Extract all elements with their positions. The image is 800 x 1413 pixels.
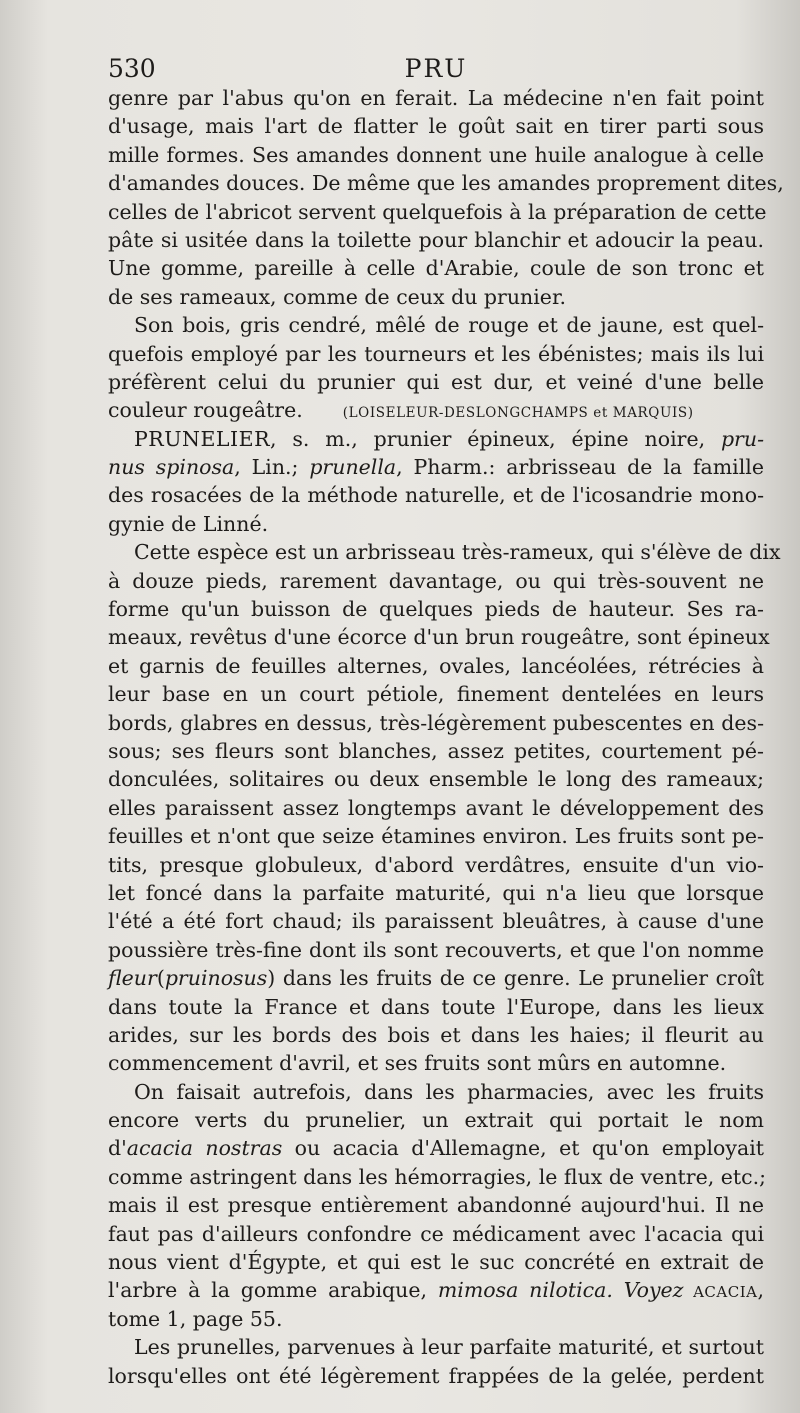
latin-name: nus spinosa <box>108 455 235 480</box>
text-line: tits, presque globuleux, d'abord verdâtres, ensuite d'un vio- <box>108 852 764 877</box>
text-line: donculées, solitaires ou deux ensemble le long des rameaux; <box>108 767 764 792</box>
text-line: comme astringent dans les hémorragies, le flux de ventre, etc.; <box>108 1164 767 1189</box>
text-line: des rosacées de la méthode naturelle, et de l'icosandrie mono- <box>108 483 764 508</box>
text-fragment: ) dans les fruits de ce genre. Le prunelier croît <box>267 966 764 991</box>
text-line: et garnis de feuilles alternes, ovales, lancéolées, rétrécies à <box>108 653 764 678</box>
text-fragment: , Pharm.: arbrisseau de la famille <box>396 455 764 480</box>
signature-line <box>108 396 764 424</box>
text-line: lorsqu'elles ont été légèrement frappées de la gelée, perdent <box>108 1363 764 1388</box>
text-line: encore verts du prunelier, un extrait qui portait le nom <box>108 1108 764 1133</box>
text-line: poussière très-fine dont ils sont recouverts, et que l'on nomme <box>108 937 764 962</box>
text-line <box>108 453 764 481</box>
text-line: sous; ses fleurs sont blanches, assez petites, courtement pé- <box>108 738 764 763</box>
text-line: d'amandes douces. De même que les amandes proprement dites, <box>108 171 784 196</box>
text-fragment: l'arbre à la gomme arabique, <box>108 1278 438 1303</box>
text-line: genre par l'abus qu'on en ferait. La médecine n'en fait point <box>108 86 764 110</box>
text-fragment: ou acacia d'Allemagne, et qu'on employait <box>282 1136 764 1161</box>
text-line: mille formes. Ses amandes donnent une huile analogue à celle <box>108 142 764 167</box>
text-fragment: couleur rougeâtre. <box>108 398 303 423</box>
text-fragment: , Lin.; <box>234 455 310 480</box>
text-line: tome 1, page 55. <box>108 1306 283 1331</box>
text-line: gynie de Linné. <box>108 511 269 536</box>
text-line: préfèrent celui du prunier qui est dur, et veiné d'une belle <box>108 369 764 394</box>
italic-term: pruinosus <box>164 966 268 991</box>
text-line: d'usage, mais l'art de flatter le goût sait en tirer parti sous <box>108 114 764 139</box>
entry-first-line <box>108 425 764 453</box>
text-line: Une gomme, pareille à celle d'Arabie, coule de son tronc et <box>108 256 764 281</box>
text-fragment: d' <box>108 1136 127 1161</box>
text-fragment: , s. m., prunier épineux, épine noire, <box>270 426 721 451</box>
entry-headword: PRUNELIER <box>134 426 271 451</box>
text-line: pâte si usitée dans la toilette pour blanchir et adoucir la peau. <box>108 227 764 252</box>
text-line: Les prunelles, parvenues à leur parfaite maturité, et surtout <box>134 1335 764 1360</box>
italic-term: acacia nostras <box>126 1136 283 1161</box>
page-number: 530 <box>108 54 156 83</box>
text-line <box>108 1276 764 1304</box>
text-line: leur base en un court pétiole, finement dentelées en leurs <box>108 682 764 707</box>
italic-term: mimosa nilotica. Voyez <box>437 1278 684 1303</box>
text-line: mais il est presque entièrement abandonné aujourd'hui. Il ne <box>108 1193 764 1218</box>
text-line: celles de l'abricot servent quelquefois à la préparation de cette <box>108 199 767 224</box>
text-line: quefois employé par les tourneurs et les ébénistes; mais ils lui <box>108 341 764 366</box>
text-line <box>108 1134 764 1162</box>
text-line: de ses rameaux, comme de ceux du prunier. <box>108 284 567 309</box>
body-text <box>108 84 784 1390</box>
page-header <box>108 54 764 88</box>
italic-term: fleur <box>108 966 157 991</box>
latin-name: pru- <box>720 426 764 451</box>
text-line: forme qu'un buisson de quelques pieds de hauteur. Ses ra- <box>108 597 764 622</box>
text-line <box>108 964 764 992</box>
text-line: nous vient d'Égypte, et qui est le suc concrété en extrait de <box>108 1250 764 1275</box>
cross-reference: ACACIA <box>683 1283 758 1302</box>
text-line: commencement d'avril, et ses fruits sont mûrs en automne. <box>108 1051 727 1076</box>
text-fragment: ( <box>156 966 165 991</box>
text-fragment: , <box>757 1278 764 1303</box>
latin-name: prunella <box>309 455 397 480</box>
text-line: elles paraissent assez longtemps avant le développement des <box>108 795 764 820</box>
text-line: On faisait autrefois, dans les pharmacies, avec les fruits <box>134 1079 764 1104</box>
text-line: Cette espèce est un arbrisseau très-rameux, qui s'élève de dix <box>134 540 781 565</box>
author-signature: (LOISELEUR-DESLONGCHAMPS et MARQUIS) <box>342 405 694 422</box>
text-line: faut pas d'ailleurs confondre ce médicament avec l'acacia qui <box>108 1221 764 1246</box>
text-line: à douze pieds, rarement davantage, ou qui très-souvent ne <box>108 568 764 593</box>
running-head: PRU <box>404 54 468 83</box>
text-line: l'été a été fort chaud; ils paraissent bleuâtres, à cause d'une <box>108 909 764 934</box>
text-line: let foncé dans la parfaite maturité, qui n'a lieu que lorsque <box>108 880 764 905</box>
text-line: dans toute la France et dans toute l'Europe, dans les lieux <box>108 994 764 1019</box>
text-line: Son bois, gris cendré, mêlé de rouge et de jaune, est quel- <box>134 313 764 338</box>
text-line: bords, glabres en dessus, très-légèrement pubescentes en des- <box>108 710 764 735</box>
text-line: feuilles et n'ont que seize étamines environ. Les fruits sont pe- <box>108 824 764 849</box>
text-line: arides, sur les bords des bois et dans les haies; il fleurit au <box>108 1022 764 1047</box>
text-line: meaux, revêtus d'une écorce d'un brun rougeâtre, sont épineux <box>108 625 770 650</box>
